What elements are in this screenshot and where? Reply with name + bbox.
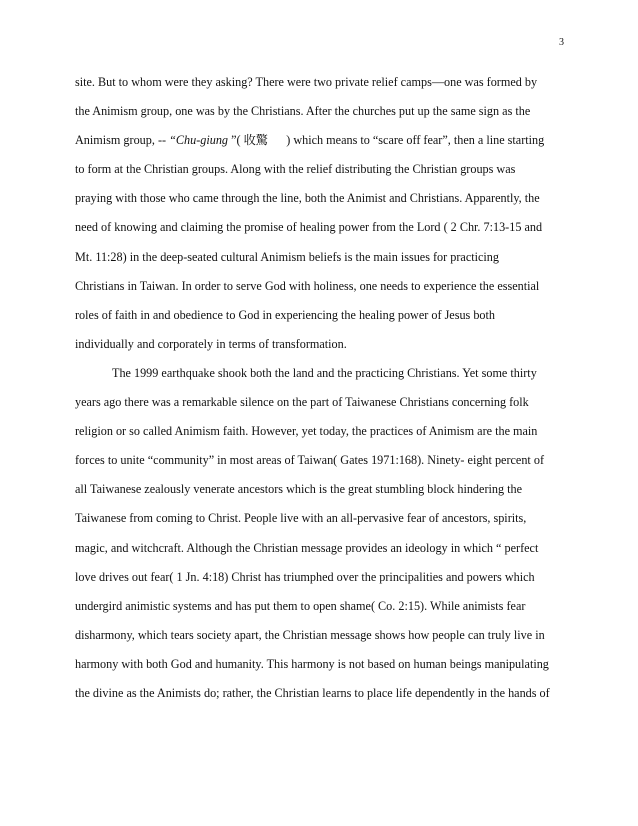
text-line: magic, and witchcraft. Although the Christian message provides an ideology in which “ perfect — [75, 540, 539, 555]
text-line: years ago there was a remarkable silence on the part of Taiwanese Christians concerning folk — [75, 395, 529, 410]
text-line: disharmony, which tears society apart, the Christian message shows how people can truly live in — [75, 627, 545, 642]
text-line: religion or so called Animism faith. However, yet today, the practices of Animism are the main — [75, 424, 538, 439]
body-text — [75, 68, 569, 708]
text-segment: ”( — [228, 133, 244, 148]
text-line: individually and corporately in terms of transformation. — [75, 336, 347, 351]
paragraph-first-line: The 1999 earthquake shook both the land and the practicing Christians. Yet some thirty — [112, 365, 537, 380]
italic-term: “Chu-giung — [169, 133, 229, 148]
text-line: undergird animistic systems and has put them to open shame( Co. 2:15). While animists fear — [75, 598, 526, 613]
text-line: to form at the Christian groups. Along with the relief distributing the Christian groups was — [75, 162, 516, 177]
text-line: need of knowing and claiming the promise of healing power from the Lord ( 2 Chr. 7:13-15 and — [75, 220, 543, 235]
text-line-mixed — [75, 126, 569, 155]
text-line: harmony with both God and humanity. This harmony is not based on human beings manipulating — [75, 656, 549, 671]
text-segment: Animism group, -- — [75, 133, 170, 148]
text-line: Taiwanese from coming to Christ. People live with an all-pervasive fear of ancestors, spirits, — [75, 511, 527, 526]
text-line: praying with those who came through the line, both the Animist and Christians. Apparently, the — [75, 191, 540, 206]
page-number: 3 — [559, 37, 564, 48]
text-line: love drives out fear( 1 Jn. 4:18) Christ has triumphed over the principalities and powers which — [75, 569, 535, 584]
text-line: the Animism group, one was by the Christians. After the churches put up the same sign as the — [75, 104, 531, 119]
text-segment: ) which means to “scare off fear”, then a line starting — [267, 133, 545, 148]
text-line: all Taiwanese zealously venerate ancestors which is the great stumbling block hindering the — [75, 482, 523, 497]
text-line: forces to unite “community” in most areas of Taiwan( Gates 1971:168). Ninety- eight percent of — [75, 453, 545, 468]
text-line: Christians in Taiwan. In order to serve God with holiness, one needs to experience the essential — [75, 278, 540, 293]
text-line: roles of faith in and obedience to God in experiencing the healing power of Jesus both — [75, 307, 496, 322]
text-line: site. But to whom were they asking? There were two private relief camps—one was formed by — [75, 75, 538, 89]
text-line: the divine as the Animists do; rather, the Christian learns to place life dependently in the hands of — [75, 685, 550, 700]
chinese-term: 收驚 — [243, 133, 268, 148]
text-line: Mt. 11:28) in the deep-seated cultural Animism beliefs is the main issues for practicing — [75, 249, 499, 264]
